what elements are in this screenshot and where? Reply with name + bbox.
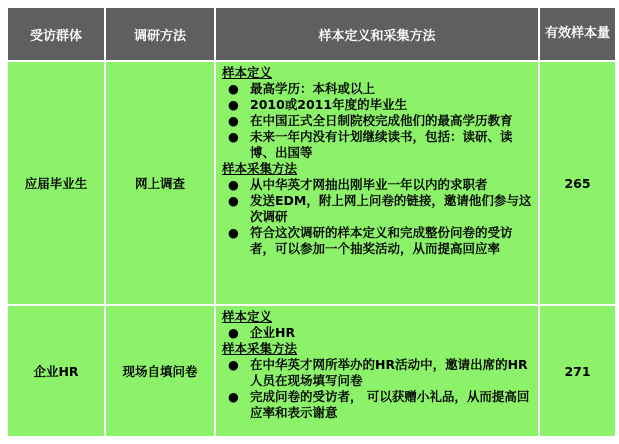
cell-group-graduates: 应届毕业生 — [7, 61, 105, 305]
header-count — [539, 7, 616, 61]
definition-title: 样本定义 — [222, 65, 273, 80]
bullet-icon: ● — [228, 113, 239, 128]
list-item: ● 最高学历：本科或以上 — [222, 81, 532, 97]
collection-title: 样本采集方法 — [222, 341, 298, 356]
cell-method-graduates: 网上调查 — [105, 61, 215, 305]
list-item: ● 符合这次调研的样本定义和完成整份问卷的受访者，可以参加一个抽奖活动，从而提高回应率 — [222, 225, 532, 257]
cell-count-hr: 271 — [539, 305, 616, 437]
table-row-hr — [7, 305, 616, 437]
cell-sample-graduates — [215, 61, 539, 305]
list-item: ● 在中国正式全日制院校完成他们的最高学历教育 — [222, 113, 532, 129]
list-item: ● 发送EDM，附上网上问卷的链接，邀请他们参与这次调研 — [222, 193, 532, 225]
bullet-icon: ● — [228, 177, 239, 192]
cell-group-hr: 企业HR — [7, 305, 105, 437]
list-item: ● 企业HR — [222, 325, 532, 341]
bullet-icon: ● — [228, 357, 239, 372]
bullet-icon: ● — [228, 129, 239, 144]
bullet-icon: ● — [228, 81, 239, 96]
cell-count-graduates: 265 — [539, 61, 616, 305]
table-row-graduates — [7, 61, 616, 305]
list-item: ● 在中华英才网所举办的HR活动中，邀请出席的HR人员在现场填写问卷 — [222, 357, 532, 389]
definition-title: 样本定义 — [222, 309, 273, 324]
header-method: 调研方法 — [105, 7, 215, 61]
bullet-icon: ● — [228, 225, 239, 240]
bullet-icon: ● — [228, 97, 239, 112]
collection-title: 样本采集方法 — [222, 161, 298, 176]
bullet-icon: ● — [228, 389, 239, 404]
bullet-icon: ● — [228, 325, 239, 340]
header-group: 受访群体 — [7, 7, 105, 61]
list-item: ● 完成问卷的受访者， 可以获赠小礼品，从而提高回应率和表示谢意 — [222, 389, 532, 421]
header-count-label: 有效样本量 — [544, 26, 610, 41]
header-sample: 样本定义和采集方法 — [215, 7, 539, 61]
bullet-icon: ● — [228, 193, 239, 208]
list-item: ● 未来一年内没有计划继续读书，包括：读研、读博、出国等 — [222, 129, 532, 161]
list-item: ● 从中华英才网抽出刚毕业一年以内的求职者 — [222, 177, 532, 193]
survey-methodology-table — [6, 6, 615, 436]
cell-sample-hr — [215, 305, 539, 437]
cell-method-hr: 现场自填问卷 — [105, 305, 215, 437]
list-item: ● 2010或2011年度的毕业生 — [222, 97, 532, 113]
